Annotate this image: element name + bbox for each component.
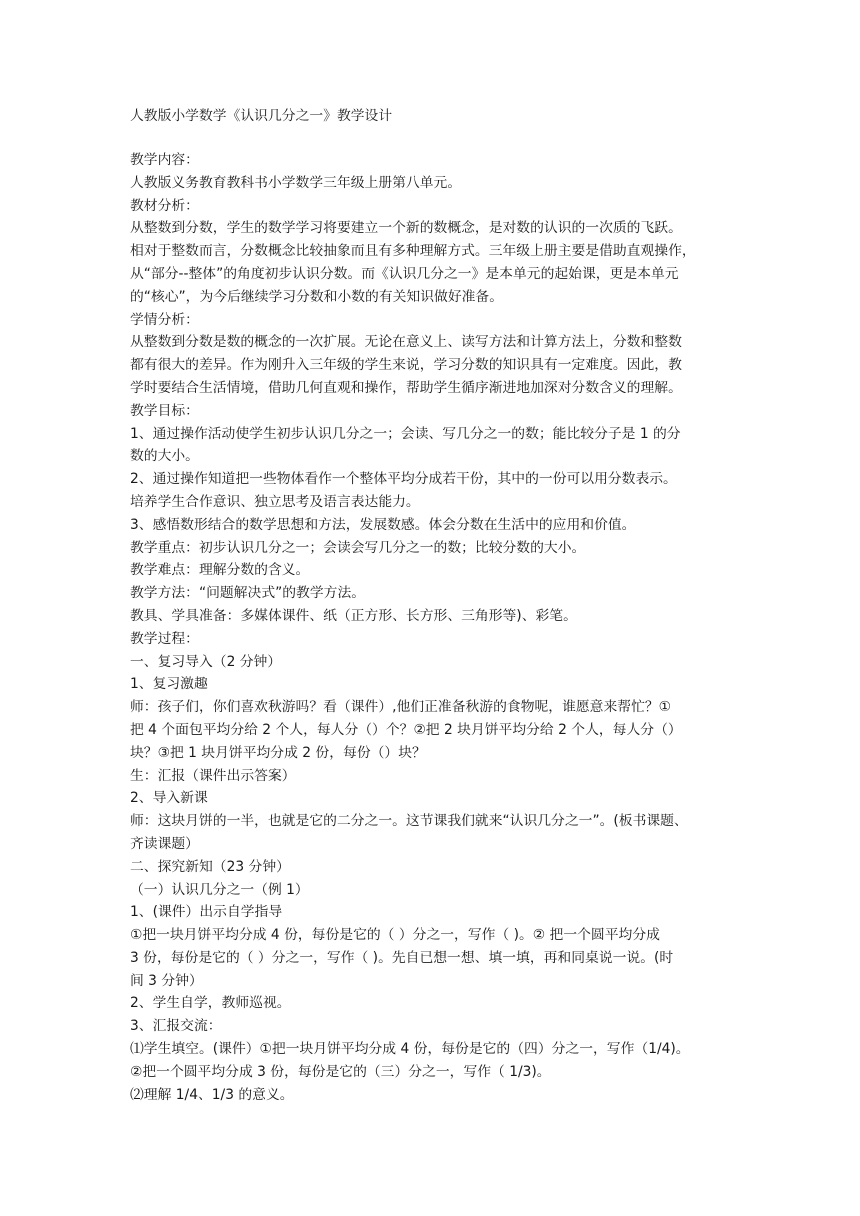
blank-line: [130, 127, 734, 149]
text-line: 1、(课件）出示自学指导: [130, 904, 283, 921]
text-line: 1、通过操作活动使学生初步认识几分之一；会读、写几分之一的数；能比较分子是 1 的分: [130, 425, 681, 442]
text-line: 学时要结合生活情境，借助几何直观和操作，帮助学生循序渐进地加深对分数含义的理解。: [130, 379, 682, 396]
document-body: [130, 105, 734, 1106]
text-line: 把 4 个面包平均分给 2 个人，每人分（）个？②把 2 块月饼平均分给 2 个人，每人分（）: [130, 721, 682, 738]
text-line: 一、复习导入（2 分钟）: [130, 653, 282, 670]
text-line: 教学内容：: [130, 152, 199, 168]
text-line: 二、探究新知（23 分钟）: [130, 858, 290, 875]
text-line: 都有很大的差异。作为刚升入三年级的学生来说，学习分数的知识具有一定难度。因此，教: [130, 357, 682, 374]
text-line: （一）认识几分之一（例 1）: [130, 881, 309, 898]
document-title: 人教版小学数学《认识几分之一》教学设计: [130, 108, 393, 124]
document-lines: [130, 149, 734, 1106]
text-line: ⑵理解 1/4、1/3 的意义。: [130, 1086, 294, 1103]
text-line: 间 3 分钟）: [130, 972, 203, 989]
text-line: 学情分析：: [130, 311, 199, 328]
text-line: 生：汇报（课件出示答案）: [130, 767, 296, 784]
text-line: 师：孩子们，你们喜欢秋游吗？看（课件）,他们正准备秋游的食物呢，谁愿意来帮忙？①: [130, 699, 672, 716]
text-line: 1、复习激趣: [130, 676, 208, 693]
text-line: ②把一个圆平均分成 3 份，每份是它的（三）分之一，写作（ 1/3)。: [130, 1063, 551, 1080]
text-line: 人教版义务教育教科书小学数学三年级上册第八单元。: [130, 174, 462, 191]
text-line: 从整数到分数，学生的数学学习将要建立一个新的数概念，是对数的认识的一次质的飞跃。: [130, 220, 682, 237]
text-line: 齐读课题）: [130, 835, 199, 852]
text-line: 师：这块月饼的一半，也就是它的二分之一。这节课我们就来“认识几分之一”。(板书课题、: [130, 813, 688, 830]
text-line: ①把一块月饼平均分成 4 份，每份是它的（ ）分之一，写作（ )。② 把一个圆平均分成: [130, 927, 660, 944]
text-line: 3、汇报交流：: [130, 1018, 222, 1035]
text-line: 3 份，每份是它的（ ）分之一，写作（ )。先自已想一想、填一填，再和同桌说一说。(时: [130, 949, 674, 966]
text-line: 从“部分--整体”的角度初步认识分数。而《认识几分之一》是本单元的起始课，更是本单元: [130, 265, 679, 282]
text-line: 2、学生自学，教师巡视。: [130, 995, 291, 1012]
text-line: 3、感悟数形结合的数学思想和方法，发展数感。体会分数在生活中的应用和价值。: [130, 516, 636, 533]
text-line: 相对于整数而言，分数概念比较抽象而且有多种理解方式。三年级上册主要是借助直观操作，: [130, 243, 696, 260]
text-line: 培养学生合作意识、独立思考及语言表达能力。: [130, 493, 420, 510]
text-line: 的“核心”，为今后继续学习分数和小数的有关知识做好准备。: [130, 288, 504, 305]
text-line: 2、通过操作知道把一些物体看作一个整体平均分成若干份，其中的一份可以用分数表示。: [130, 471, 677, 488]
text-line: 教材分析：: [130, 197, 199, 214]
text-line: 块？③把 1 块月饼平均分成 2 份，每份（）块？: [130, 744, 426, 761]
text-line: 教学方法：“问题解决式”的教学方法。: [130, 585, 366, 602]
text-line: 2、导入新课: [130, 790, 208, 807]
text-line: ⑴学生填空。(课件）①把一块月饼平均分成 4 份，每份是它的（四）分之一，写作（1/4)。: [130, 1041, 690, 1058]
text-line: 教学难点：理解分数的含义。: [130, 562, 310, 579]
text-line: 数的大小。: [130, 448, 199, 465]
text-line: 从整数到分数是数的概念的一次扩展。无论在意义上、读写方法和计算方法上，分数和整数: [130, 334, 682, 351]
text-line: 教学目标：: [130, 402, 199, 419]
text-line: 教学重点：初步认识几分之一；会读会写几分之一的数；比较分数的大小。: [130, 539, 586, 556]
text-line: 教具、学具准备：多媒体课件、纸（正方形、长方形、三角形等)、彩笔。: [130, 607, 577, 624]
text-line: 教学过程：: [130, 630, 199, 647]
